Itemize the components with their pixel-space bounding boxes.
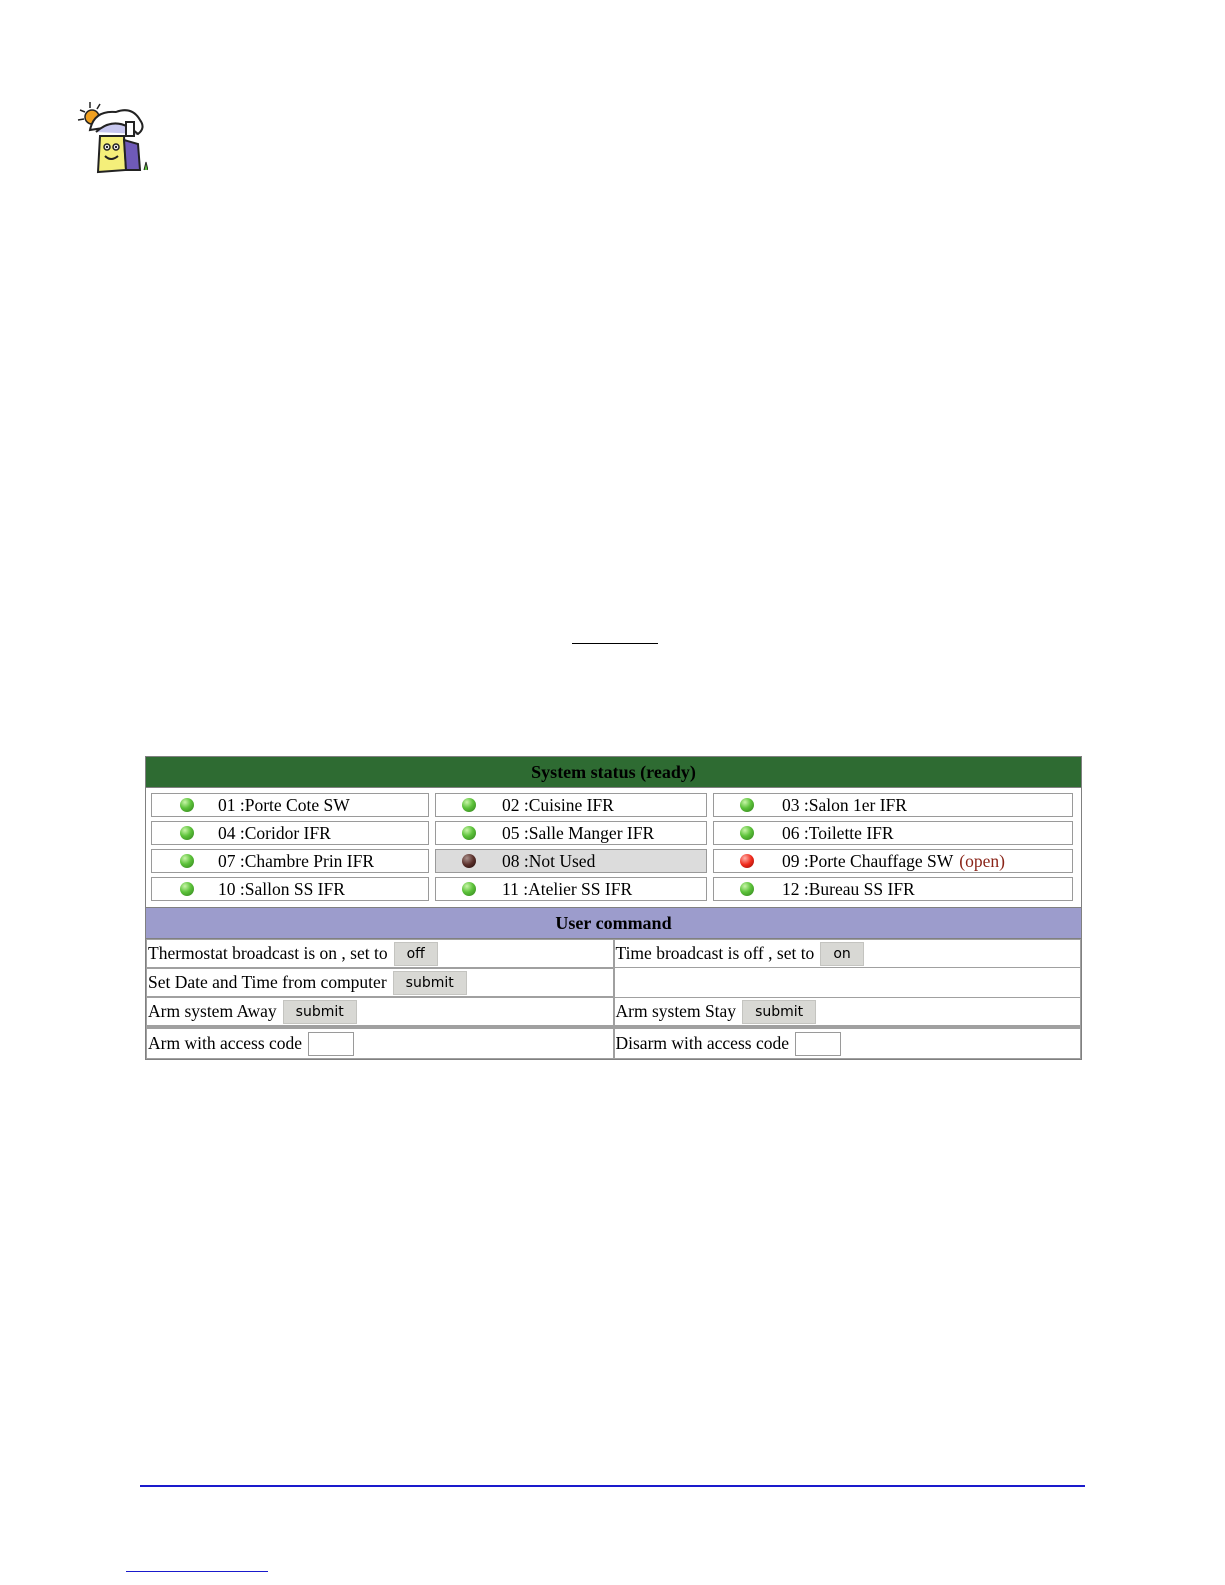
arm-stay-cell xyxy=(614,997,1082,1026)
zone-label: 09 :Porte Chauffage SW xyxy=(782,850,954,871)
zone-open-state: (open) xyxy=(959,850,1005,871)
zone-label: 07 :Chambre Prin IFR xyxy=(218,850,375,871)
status-led-icon xyxy=(180,826,194,840)
zone-label: 10 :Sallon SS IFR xyxy=(218,878,345,899)
user-command-header: User command xyxy=(146,907,1081,939)
zone-label: 11 :Atelier SS IFR xyxy=(502,878,633,899)
command-row xyxy=(146,997,1081,1026)
arm-code-label: Arm with access code xyxy=(148,1033,303,1053)
thermostat-broadcast-label: Thermostat broadcast is on , set to xyxy=(148,943,388,963)
zone-label: 08 :Not Used xyxy=(502,850,596,871)
zone-06 xyxy=(713,821,1073,845)
footer-rule xyxy=(140,1485,1085,1487)
alarm-panel xyxy=(145,756,1082,1060)
zone-02 xyxy=(435,793,707,817)
time-broadcast-label: Time broadcast is off , set to xyxy=(615,943,815,963)
status-led-icon xyxy=(180,798,194,812)
command-row xyxy=(146,968,1081,997)
zone-01 xyxy=(151,793,429,817)
time-broadcast-toggle-button[interactable]: on xyxy=(820,942,863,966)
status-led-icon xyxy=(462,798,476,812)
zone-label: 02 :Cuisine IFR xyxy=(502,794,614,815)
arm-away-cell xyxy=(146,997,614,1026)
zone-04 xyxy=(151,821,429,845)
zone-row xyxy=(151,793,1076,817)
house-logo-icon xyxy=(76,100,148,178)
set-datetime-submit-button[interactable]: submit xyxy=(393,971,467,995)
status-led-icon xyxy=(740,854,754,868)
thermostat-toggle-button[interactable]: off xyxy=(394,942,438,966)
zone-05 xyxy=(435,821,707,845)
command-row xyxy=(146,1026,1081,1059)
arm-code-cell xyxy=(146,1028,614,1059)
zone-row xyxy=(151,821,1076,845)
status-led-icon xyxy=(740,798,754,812)
set-datetime-cell xyxy=(146,968,614,997)
status-led-icon xyxy=(462,882,476,896)
arm-away-submit-button[interactable]: submit xyxy=(283,1000,357,1024)
system-status-header: System status (ready) xyxy=(146,757,1081,788)
disarm-code-cell xyxy=(614,1028,1082,1059)
zone-grid xyxy=(146,788,1081,907)
arm-stay-label: Arm system Stay xyxy=(615,1001,737,1021)
status-led-icon xyxy=(180,854,194,868)
zone-08 xyxy=(435,849,707,873)
arm-away-label: Arm system Away xyxy=(148,1001,277,1021)
status-led-icon xyxy=(462,854,476,868)
status-led-icon xyxy=(462,826,476,840)
status-led-icon xyxy=(180,882,194,896)
underline-rule xyxy=(572,643,658,644)
status-led-icon xyxy=(740,882,754,896)
zone-label: 12 :Bureau SS IFR xyxy=(782,878,915,899)
zone-11 xyxy=(435,877,707,901)
status-led-icon xyxy=(740,826,754,840)
zone-label: 05 :Salle Manger IFR xyxy=(502,822,655,843)
zone-label: 06 :Toilette IFR xyxy=(782,822,894,843)
zone-label: 04 :Coridor IFR xyxy=(218,822,331,843)
disarm-code-input[interactable] xyxy=(795,1032,841,1056)
time-broadcast-cell xyxy=(614,939,1082,968)
footer-link-underline xyxy=(126,1571,268,1572)
zone-label: 01 :Porte Cote SW xyxy=(218,794,350,815)
zone-03 xyxy=(713,793,1073,817)
zone-row xyxy=(151,877,1076,901)
zone-row xyxy=(151,849,1076,873)
zone-09 xyxy=(713,849,1073,873)
set-datetime-label: Set Date and Time from computer xyxy=(148,972,387,992)
arm-code-input[interactable] xyxy=(308,1032,354,1056)
zone-10 xyxy=(151,877,429,901)
zone-label: 03 :Salon 1er IFR xyxy=(782,794,907,815)
command-row xyxy=(146,939,1081,968)
arm-stay-submit-button[interactable]: submit xyxy=(742,1000,816,1024)
zone-07 xyxy=(151,849,429,873)
empty-cell xyxy=(614,968,1082,997)
disarm-code-label: Disarm with access code xyxy=(615,1033,789,1053)
zone-12 xyxy=(713,877,1073,901)
thermostat-broadcast-cell xyxy=(146,939,614,968)
